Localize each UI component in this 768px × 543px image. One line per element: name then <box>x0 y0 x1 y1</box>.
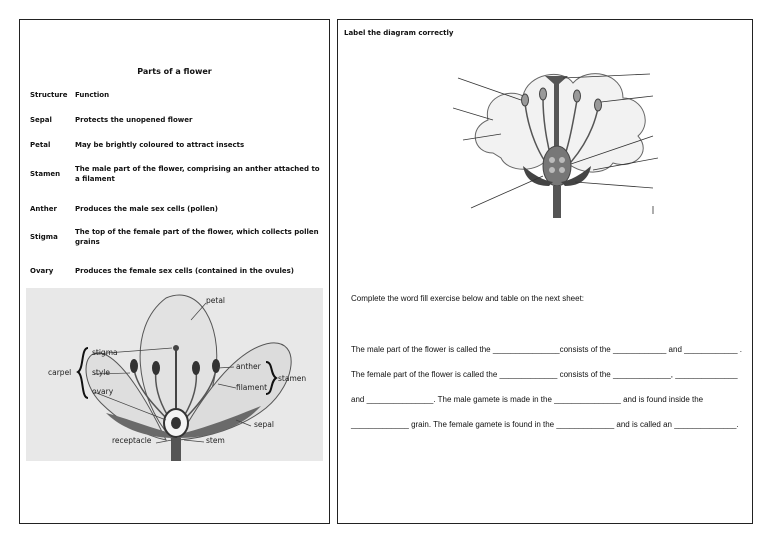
table-header <box>30 90 320 100</box>
structure-cell: Anther <box>30 205 57 213</box>
petal-label: petal <box>206 296 225 305</box>
instruction-text: Complete the word fill exercise below and table on the next sheet: <box>351 294 585 303</box>
structure-header: Structure <box>30 91 68 99</box>
carpel-label: carpel <box>48 368 72 377</box>
left-sheet <box>19 19 330 524</box>
table-row <box>30 204 320 214</box>
structure-cell: Stigma <box>30 233 58 241</box>
function-cell: The male part of the flower, comprising an anther attached to a filament <box>75 165 320 183</box>
function-cell: Protects the unopened flower <box>75 116 193 124</box>
structure-cell: Ovary <box>30 267 54 275</box>
structure-cell: Petal <box>30 141 51 149</box>
table-row <box>30 140 320 150</box>
ovary-label: ovary <box>92 387 114 396</box>
labelled-flower-diagram <box>26 288 323 461</box>
filament-label: filament <box>236 383 268 392</box>
function-cell: Produces the male sex cells (pollen) <box>75 205 218 213</box>
function-cell: Produces the female sex cells (contained in the ovules) <box>75 267 294 275</box>
stem-label: stem <box>206 436 225 445</box>
right-sheet <box>337 19 753 524</box>
structure-cell: Stamen <box>30 170 61 178</box>
page-title: Parts of a flower <box>137 67 212 76</box>
structure-cell: Sepal <box>30 116 52 124</box>
table-row <box>30 115 320 125</box>
word-fill-paragraph: The male part of the flower is called the _______________consists of the ____________ and ____________ . The female part of the flower is called the _____________ consists of the _____________, ______________ and _______________. The male gamete is made in the _______________ and is found inside the _____________ grain. The female gamete is found in the _____________ and is called an ______________. <box>351 345 742 429</box>
table-row <box>30 266 320 276</box>
stamen-label: stamen <box>278 374 307 383</box>
style-label: style <box>92 368 110 377</box>
function-header: Function <box>75 91 110 99</box>
flower-cross-section-illustration <box>453 58 658 218</box>
function-cell: The top of the female part of the flower, which collects pollen grains <box>75 228 319 246</box>
table-row <box>30 227 320 247</box>
function-cell: May be brightly coloured to attract insects <box>75 141 245 149</box>
receptacle-label: receptacle <box>112 436 152 445</box>
unlabelled-flower-diagram <box>453 58 658 218</box>
worksheet-title: Label the diagram correctly <box>344 29 454 37</box>
anther-label: anther <box>236 362 261 371</box>
table-row <box>30 164 320 184</box>
sepal-label: sepal <box>254 420 274 429</box>
stigma-label: stigma <box>92 348 118 357</box>
